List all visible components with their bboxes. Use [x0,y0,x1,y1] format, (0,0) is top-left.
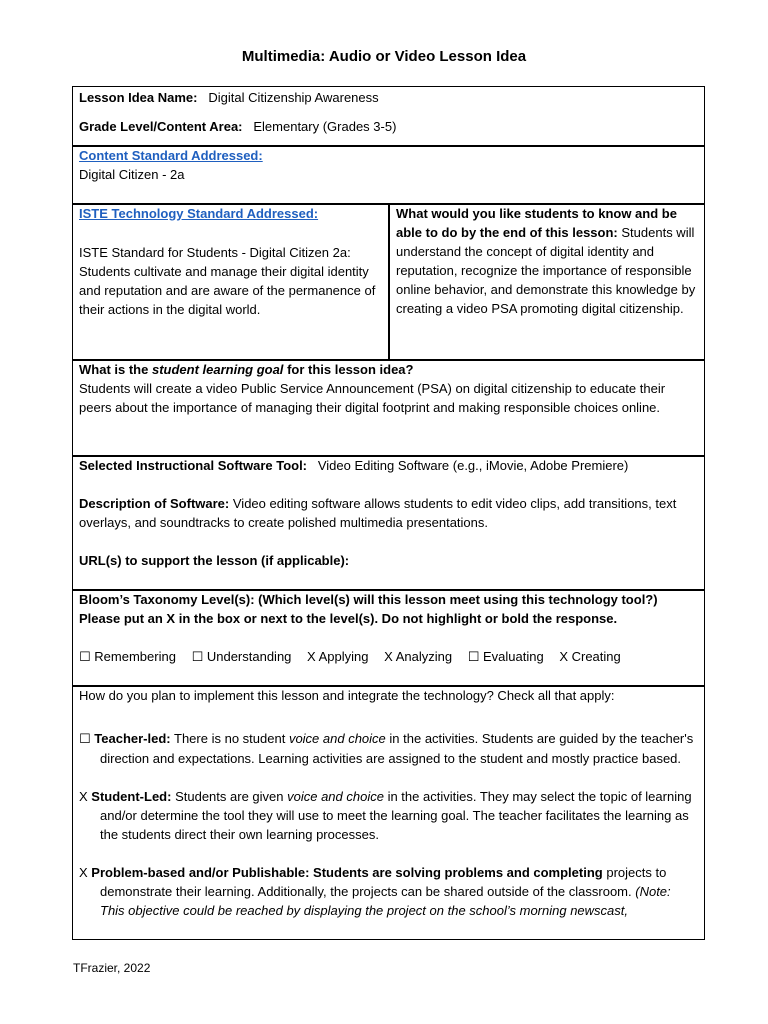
checkbox-icon: ☐ [191,650,204,665]
learning-objectives-question: What would you like students to know and be able to do by the end of this lesson: [396,206,677,240]
blooms-option-remembering[interactable]: ☐ Remembering [79,649,176,665]
blooms-option-understanding[interactable]: ☐ Understanding [191,649,292,665]
blooms-option-analyzing[interactable]: X Analyzing [384,649,453,664]
software-tool-label: Selected Instructional Software Tool: [79,458,308,473]
blooms-section [73,590,704,685]
checkbox-icon: ☐ [79,650,91,665]
blooms-question: Bloom’s Taxonomy Level(s): (Which level(s) will this lesson meet using this technology tool?) Please put an X in the box or next to the level(s). Do not highlight or bold the response. [79,592,658,626]
content-standard-heading: Content Standard Addressed: [79,148,263,163]
blooms-options [79,647,698,667]
problem-based-note: (Note: This objective could be reached by displaying the project on the school’s morning newscast, [100,884,671,918]
lesson-name-value[interactable]: Digital Citizenship Awareness [208,90,379,105]
content-standard-section [73,146,704,203]
implementation-question: How do you plan to implement this lesson and integrate the technology? Check all that apply: [79,688,615,703]
lesson-form [72,86,705,940]
learning-objectives-text[interactable] [396,204,698,318]
software-tool-value[interactable]: Video Editing Software (e.g., iMovie, Adobe Premiere) [317,458,629,473]
content-standard-value[interactable]: Digital Citizen - 2a [79,167,185,182]
footer-credit: TFrazier, 2022 [73,961,151,975]
option-problem-based[interactable]: X Problem-based and/or Publishable: Students are solving problems and completing projects to demonstrate their learning. Additionally, the projects can be shared outside of the classroom. (Note: This objective could be reached by displaying the project on the school’s morning newscast, [79,865,671,918]
url-label: URL(s) to support the lesson (if applicable): [79,553,350,568]
learning-objectives-answer: Students will understand the concept of digital identity and reputation, recognize the importance of responsible online behavior, and demonstrate this knowledge by creating a video PSA promoting digital citizenship. [396,225,696,316]
software-description[interactable] [79,494,698,532]
software-description-value: Video editing software allows students to edit video clips, add transitions, text overlays, and soundtracks to create polished multimedia presentations. [79,496,677,530]
option-student-led[interactable]: X Student-Led: Students are given voice and choice in the activities. They may select the topic of learning and/or determine the tool they will use to meet the learning goal. The teacher facilitates the learning as the students direct their own learning processes. [79,789,692,842]
grade-level-label: Grade Level/Content Area: [79,119,243,134]
software-section [73,456,704,589]
iste-standard-value[interactable]: ISTE Standard for Students - Digital Citizen 2a: Students cultivate and manage their digital identity and reputation and are aware of the permanence of their actions in the digital world. [79,245,376,317]
option-teacher-led[interactable]: ☐ Teacher-led: There is no student voice and choice in the activities. Students are guided by the teacher's direction and expectations. Learning activities are assigned to the student and mostly practice based. [79,731,694,766]
blooms-option-creating[interactable]: X Creating [559,649,621,664]
checkbox-icon: ☐ [467,650,480,665]
lesson-name-line [79,88,698,107]
grade-level-line [79,117,698,136]
learning-goal-answer[interactable]: Students will create a video Public Service Announcement (PSA) on digital citizenship to educate their peers about the importance of managing their digital footprint and making responsible choices online. [79,381,666,415]
software-description-label: Description of Software: [79,496,230,511]
learning-objectives-section [390,204,704,359]
blooms-option-evaluating[interactable]: ☐ Evaluating [467,649,544,665]
blooms-option-applying[interactable]: X Applying [307,649,369,664]
lesson-name-label: Lesson Idea Name: [79,90,198,105]
checkbox-icon: ☐ [79,732,91,747]
implementation-section [73,686,704,940]
lesson-info-section [73,87,704,145]
grade-level-value[interactable]: Elementary (Grades 3-5) [253,119,397,134]
learning-goal-question: What is the student learning goal for this lesson idea? [79,362,414,377]
document-title: Multimedia: Audio or Video Lesson Idea [241,48,527,65]
learning-goal-section [73,360,704,455]
iste-standard-heading: ISTE Technology Standard Addressed: [79,206,319,221]
iste-standard-section [73,204,389,359]
software-tool-line [79,456,698,475]
